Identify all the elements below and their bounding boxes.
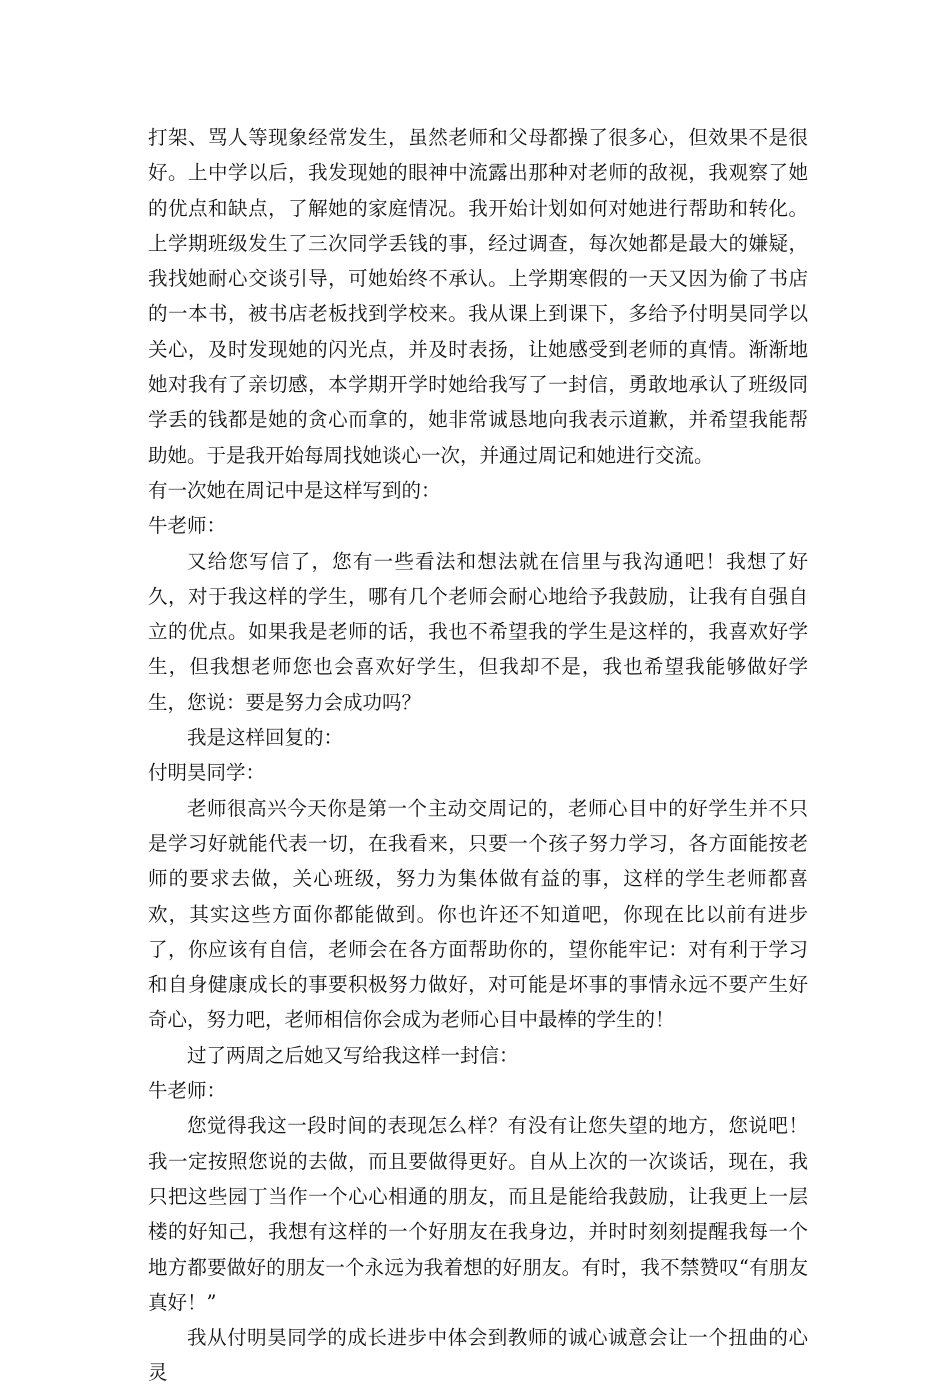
letter-salutation-2: 牛老师：: [148, 1079, 227, 1103]
journal-intro: 有一次她在周记中是这样写到的：: [148, 478, 441, 502]
teacher-reply: 老师很高兴今天你是第一个主动交周记的，老师心目中的好学生并不只是学习好就能代表一切，在我看来，只要一个孩子努力学习，各方面能按老师的要求去做，关心班级，努力为集体做有益的事，这样的学生老师都喜欢，其实这些方面你都能做到。你也许还不知道吧，你现在比以前有进步了，你应该有自信，老师会在各方面帮助你的，望你能牢记：对有利于学习和自身健康成长的事要积极努力做好，对可能是坏事的事情永远不要产生好奇心，努力吧，老师相信你会成为老师心目中最棒的学生的！: [148, 796, 808, 1032]
document-body: [148, 120, 808, 1391]
student-letter: 又给您写信了，您有一些看法和想法就在信里与我沟通吧！我想了好久，对于我这样的学生，哪有几个老师会耐心地给予我鼓励，让我有自强自立的优点。如果我是老师的话，我也不希望我的学生是这样的，我喜欢好学生，但我想老师您也会喜欢好学生，但我却不是，我也希望我能够做好学生，您说：要是努力会成功吗？: [148, 549, 808, 714]
reflection-paragraph: 我从付明昊同学的成长进步中体会到教师的诚心诚意会让一个扭曲的心灵: [148, 1326, 808, 1385]
letter-salutation: 牛老师：: [148, 514, 227, 538]
student-letter-2: 您觉得我这一段时间的表现怎么样？有没有让您失望的地方，您说吧！我一定按照您说的去做，而且要做得更好。自从上次的一次谈话，现在，我只把这些园丁当作一个心心相通的朋友，而且是能给我鼓励，让我更上一层楼的好知己，我想有这样的一个好朋友在我身边，并时时刻刻提醒我每一个地方都要做好的朋友一个永远为我着想的好朋友。有时，我不禁赞叹“有朋友真好！”: [148, 1114, 808, 1314]
second-letter-intro: 过了两周之后她又写给我这样一封信：: [187, 1043, 519, 1067]
reply-intro: 我是这样回复的：: [187, 726, 344, 750]
body-paragraph: 打架、骂人等现象经常发生，虽然老师和父母都操了很多心，但效果不是很好。上中学以后，我发现她的眼神中流露出那种对老师的敌视，我观察了她的优点和缺点，了解她的家庭情况。我开始计划如何对她进行帮助和转化。上学期班级发生了三次同学丢钱的事，经过调查，每次她都是最大的嫌疑，我找她耐心交谈引导，可她始终不承认。上学期寒假的一天又因为偷了书店的一本书，被书店老板找到学校来。我从课上到课下，多给予付明昊同学以关心，及时发现她的闪光点，并及时表扬，让她感受到老师的真情。渐渐地她对我有了亲切感，本学期开学时她给我写了一封信，勇敢地承认了班级同学丢的钱都是她的贪心而拿的，她非常诚恳地向我表示道歉，并希望我能帮助她。于是我开始每周找她谈心一次，并通过周记和她进行交流。: [148, 126, 808, 467]
reply-salutation: 付明昊同学：: [148, 761, 266, 785]
